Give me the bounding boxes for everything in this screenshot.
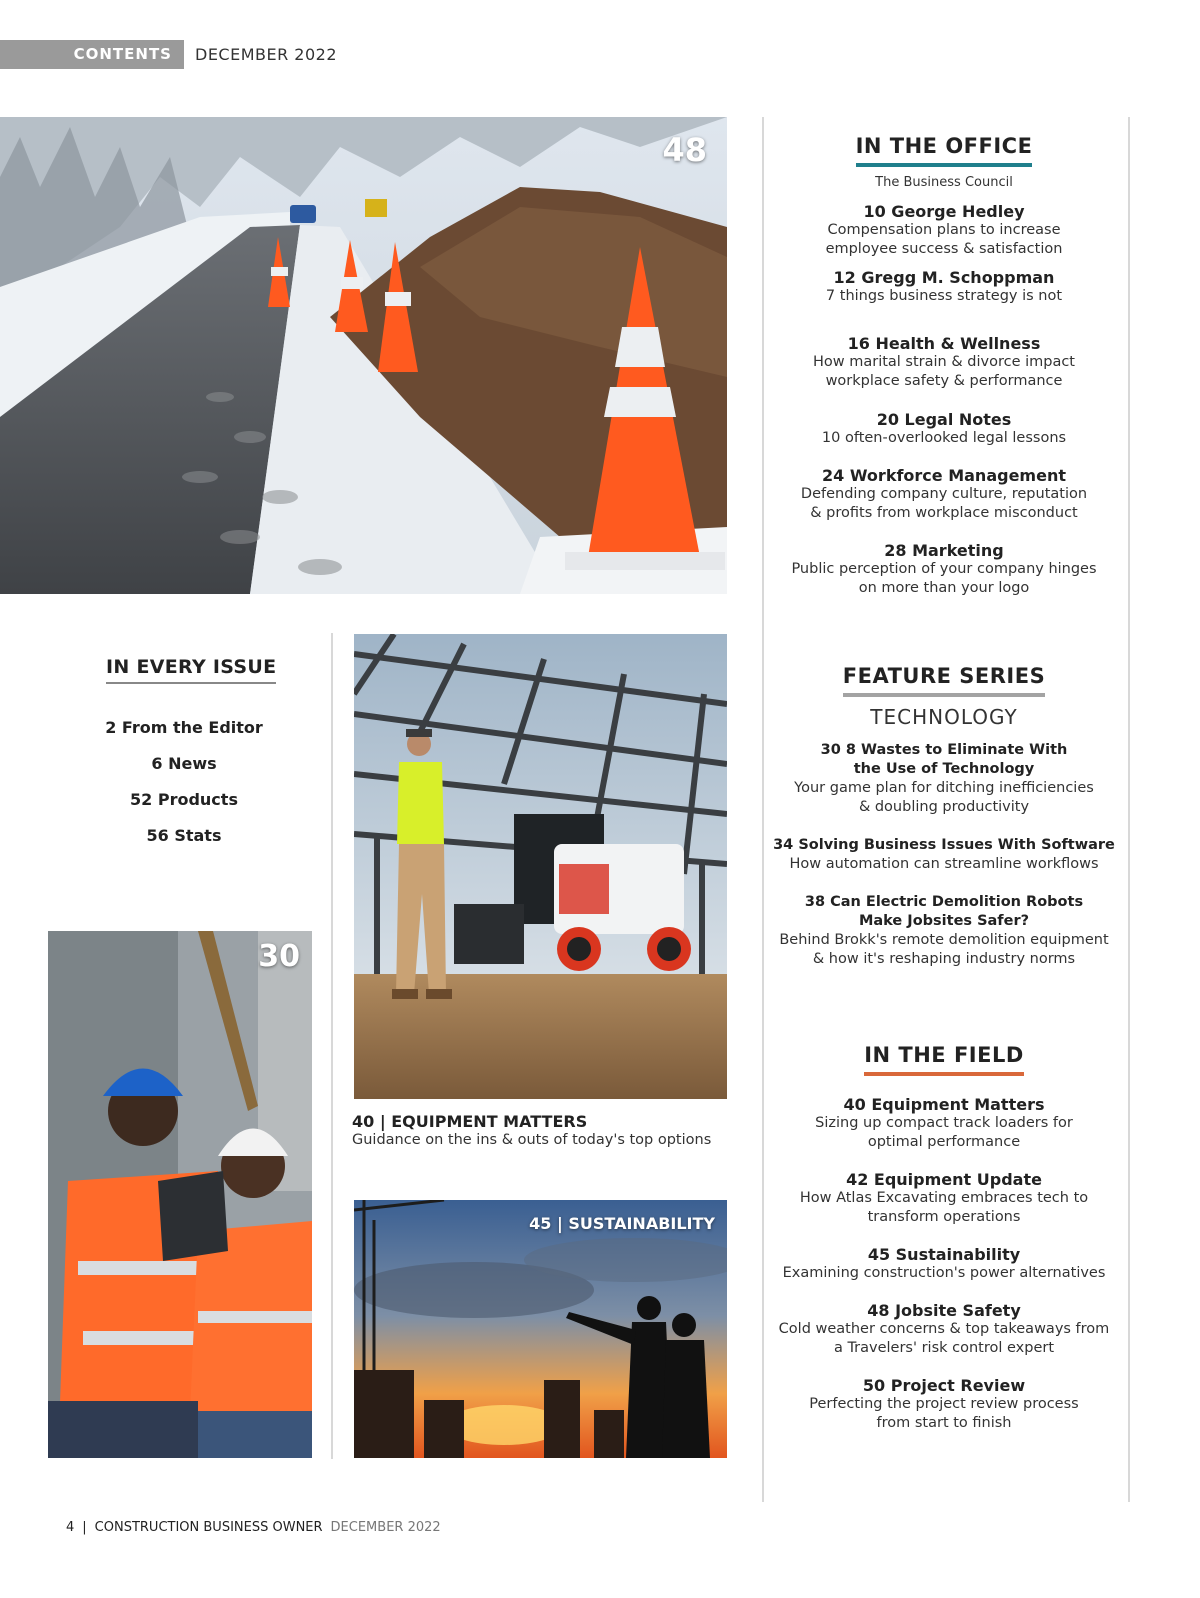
toc-entry-desc: 10 often-overlooked legal lessons xyxy=(821,430,1067,446)
skid-steer-photo xyxy=(354,634,727,1099)
toc-entry-desc: & profits from workplace misconduct xyxy=(810,505,1078,521)
toc-entry-title: 28 Marketing xyxy=(884,541,1004,560)
toc-entry-title: 12 Gregg M. Schoppman xyxy=(833,268,1055,287)
toc-entry-title: Make Jobsites Safer? xyxy=(858,913,1030,929)
toc-entry-title: 24 Workforce Management xyxy=(822,466,1066,485)
toc-entry[interactable] xyxy=(764,1095,1124,1152)
sustainability-sunset-photo xyxy=(354,1200,727,1458)
toc-entry-title: 48 Jobsite Safety xyxy=(867,1301,1021,1320)
toc-entry-desc: Defending company culture, reputation xyxy=(800,486,1088,502)
toc-entry-title: 50 Project Review xyxy=(862,1376,1026,1395)
technology-label: TECHNOLOGY xyxy=(870,705,1018,729)
toc-entry-title: 38 Can Electric Demolition Robots xyxy=(804,894,1084,910)
toc-entry-desc: workplace safety & performance xyxy=(825,373,1063,389)
toc-entry[interactable] xyxy=(764,1245,1124,1283)
toc-entry[interactable] xyxy=(764,741,1124,817)
business-council-label: The Business Council xyxy=(875,175,1013,190)
toc-entry-desc: Perfecting the project review process xyxy=(809,1396,1079,1412)
toc-entry[interactable] xyxy=(764,410,1124,448)
workers-tablet-photo xyxy=(48,931,312,1458)
toc-entry-desc: a Travelers' risk control expert xyxy=(833,1340,1055,1356)
equipment-matters-caption-title[interactable]: 40 | EQUIPMENT MATTERS xyxy=(352,1112,588,1131)
toc-entry[interactable] xyxy=(764,1376,1124,1433)
toc-entry-title: 40 Equipment Matters xyxy=(843,1095,1045,1114)
toc-entry-title: 16 Health & Wellness xyxy=(847,334,1041,353)
magazine-name: CONSTRUCTION BUSINESS OWNER xyxy=(94,1520,323,1535)
toc-entry[interactable] xyxy=(764,268,1124,306)
toc-entry[interactable] xyxy=(764,1170,1124,1227)
photo-page-number: 48 xyxy=(662,131,707,169)
toc-entry-desc: optimal performance xyxy=(867,1134,1021,1150)
left-column-divider xyxy=(331,633,333,1459)
toc-entry-desc: transform operations xyxy=(867,1209,1021,1225)
toc-entry-desc: & doubling productivity xyxy=(858,799,1030,815)
snowy-road-cones-photo xyxy=(0,117,727,594)
sustainability-photo-label: 45 | SUSTAINABILITY xyxy=(529,1214,715,1233)
toc-entry[interactable] xyxy=(764,202,1124,259)
toc-entry[interactable] xyxy=(764,836,1124,874)
every-issue-item[interactable]: 2 From the Editor xyxy=(105,718,263,737)
page-footer xyxy=(66,1520,441,1535)
toc-entry-desc: Your game plan for ditching inefficiencies xyxy=(794,780,1094,796)
in-every-issue-heading: IN EVERY ISSUE xyxy=(106,656,276,684)
footer-date: DECEMBER 2022 xyxy=(330,1520,441,1535)
toc-entry-desc: Behind Brokk's remote demolition equipment xyxy=(779,932,1109,948)
toc-entry-desc: Cold weather concerns & top takeaways from xyxy=(778,1321,1110,1337)
page-number: 4 xyxy=(66,1520,75,1535)
toc-entry[interactable] xyxy=(764,334,1124,391)
right-column-divider-right xyxy=(1128,117,1130,1502)
in-the-field-section xyxy=(764,1043,1124,1076)
toc-entry-title: 10 George Hedley xyxy=(863,202,1025,221)
toc-entry-title: 20 Legal Notes xyxy=(876,410,1012,429)
toc-entry-title: 45 Sustainability xyxy=(867,1245,1021,1264)
toc-entry[interactable] xyxy=(764,466,1124,523)
toc-entry[interactable] xyxy=(764,893,1124,969)
toc-entry-desc: Sizing up compact track loaders for xyxy=(815,1115,1073,1131)
footer-separator: | xyxy=(82,1520,87,1535)
toc-entry-desc: Compensation plans to increase xyxy=(827,222,1061,238)
toc-entry-desc: on more than your logo xyxy=(858,580,1030,596)
toc-entry-desc: employee success & satisfaction xyxy=(825,241,1063,257)
in-the-office-section xyxy=(764,134,1124,190)
toc-entry-title: the Use of Technology xyxy=(853,761,1035,777)
toc-entry-desc: Public perception of your company hinges xyxy=(791,561,1097,577)
toc-entry-title: 42 Equipment Update xyxy=(846,1170,1042,1189)
toc-entry[interactable] xyxy=(764,541,1124,598)
every-issue-item[interactable]: 56 Stats xyxy=(146,826,222,845)
in-the-office-heading: IN THE OFFICE xyxy=(856,134,1033,167)
toc-entry-desc: How automation can streamline workflows xyxy=(789,856,1099,872)
toc-entry-desc: & how it's reshaping industry norms xyxy=(812,951,1076,967)
toc-entry[interactable] xyxy=(764,1301,1124,1358)
every-issue-item[interactable]: 6 News xyxy=(151,754,217,773)
feature-series-section xyxy=(764,664,1124,729)
toc-entry-title: 34 Solving Business Issues With Software xyxy=(773,837,1115,853)
toc-entry-desc: 7 things business strategy is not xyxy=(825,288,1063,304)
equipment-matters-caption-desc: Guidance on the ins & outs of today's top options xyxy=(352,1132,712,1148)
toc-entry-desc: How marital strain & divorce impact xyxy=(812,354,1075,370)
toc-entry-desc: Examining construction's power alternatives xyxy=(782,1265,1106,1281)
in-the-field-heading: IN THE FIELD xyxy=(864,1043,1024,1076)
issue-date: DECEMBER 2022 xyxy=(195,45,338,64)
toc-entry-title: 30 8 Wastes to Eliminate With xyxy=(820,742,1068,758)
photo-page-number: 30 xyxy=(258,939,300,974)
toc-entry-desc: How Atlas Excavating embraces tech to xyxy=(799,1190,1089,1206)
feature-series-heading: FEATURE SERIES xyxy=(843,664,1045,697)
every-issue-item[interactable]: 52 Products xyxy=(130,790,238,809)
toc-entry-desc: from start to finish xyxy=(876,1415,1012,1431)
contents-tab: CONTENTS xyxy=(0,40,184,69)
